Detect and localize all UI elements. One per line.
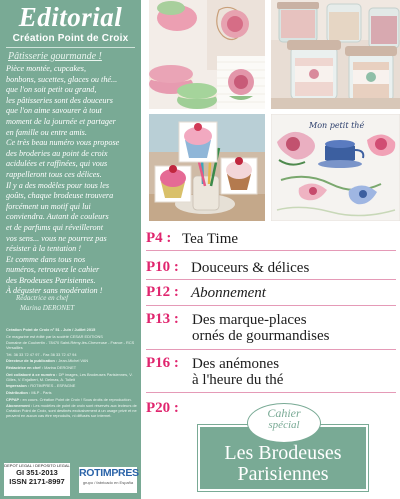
phone-line: Tél. 36 33 72 47 97 - Fax 36 33 72 47 94 [6, 351, 77, 357]
contributors-label: Ont collaboré à ce numéro : [6, 371, 58, 377]
editorial-line: que l'on aime savourer à tout [6, 106, 102, 116]
toc-title-line-2: à l'heure du thé [192, 372, 284, 388]
address-line: Domaine de Coubertin - 78470 Saint-Rémy-lès-Chevreuse - France - RCS Versailles [6, 340, 135, 351]
editorial-sidebar [0, 0, 141, 499]
legal-deposit-issn: ISSN 2171-8997 [9, 477, 65, 486]
editorial-line: vos sens... vous ne pourrez pas [6, 233, 107, 243]
editor-name: Marina DERONET [44, 365, 77, 371]
sidebar-title: Editorial [18, 2, 123, 32]
magazine-name: Création Point de Croix [12, 33, 129, 44]
signature-role: Rédactrice en chef [16, 294, 69, 302]
jars-illustration [271, 0, 400, 109]
cahier-special-badge[interactable] [198, 403, 368, 495]
photo-tea-embroidery [271, 114, 400, 221]
toc-page-number: P20 : [146, 400, 179, 416]
editorial-line: forcément un motif qui lui [6, 201, 91, 211]
badge-title-line-2: Parisiennes [237, 463, 329, 485]
toc-title-line-2: ornés de gourmandises [192, 328, 330, 344]
badge-special-label: spécial [268, 419, 300, 431]
printing-label: Impression : [6, 383, 30, 389]
distribution-text: MLP - Paris [31, 389, 52, 395]
toc-page-number: P4 : [146, 230, 172, 246]
toc-divider [146, 305, 396, 306]
editorial-line: que l'on soit petit ou grand, [6, 85, 97, 95]
editorial-line: et de parfums qui réveilleront [6, 222, 104, 232]
toc-title: Abonnement [191, 285, 266, 301]
toc-page-number: P10 : [146, 259, 179, 275]
editorial-line: Ce très beau numéro vous propose [6, 138, 120, 148]
editorial-body [6, 64, 137, 297]
photo-cupcake-ornaments [149, 114, 265, 221]
editor-label: Rédactrice en chef : [6, 365, 43, 371]
cppap-label: CPPAP : [6, 396, 22, 402]
editorial-line: bonbons, sucettes, glaces ou thé... [6, 74, 118, 84]
badge-title-line-1: Les Brodeuses [224, 442, 342, 464]
editorial-line: les pâtisseries sont des douceurs [6, 95, 113, 105]
issue-line: Création Point de Croix n° 51 - Juin / Juillet 2015 [6, 327, 96, 332]
publication-info [6, 327, 137, 420]
tea-embroidery-illustration [271, 114, 400, 221]
photo-cross-stitch-macarons [149, 0, 265, 109]
legal-deposit-box [4, 463, 70, 496]
director-label: Directeur de la publication : [6, 358, 58, 364]
photo-jars-and-sweets [271, 0, 400, 109]
editorial-line: acidulées et raffinées, qui vous [6, 159, 108, 169]
toc-page-number: P16 : [146, 355, 179, 371]
toc-page-number: P13 : [146, 311, 179, 327]
sidebar-divider [6, 47, 135, 48]
editorial-line: numéros, retrouvez le cahier [6, 265, 100, 275]
editorial-line: des Brodeuses Parisiennes. [6, 275, 96, 285]
signature-name: Marina DERONET [20, 304, 75, 312]
editorial-line: Pièce montée, cupcakes, [6, 64, 87, 73]
printer-logo-tagline: grupo / fabricado en España [82, 480, 134, 485]
legal-deposit-gi: GI 351-2013 [16, 468, 58, 477]
toc-title: Tea Time [182, 231, 239, 247]
editorial-line: Il y a des modèles pour tous les [6, 180, 110, 190]
subscriptions-label: Abonnement : [6, 403, 33, 409]
editorial-line: en famille ou entre amis. [6, 127, 87, 137]
editorial-line: rappelleront tous ces délices. [6, 169, 102, 179]
editorial-line: moment de la journée et partager [6, 116, 116, 126]
toc-title: Douceurs & délices [191, 260, 310, 276]
badge-cahier-label: Cahier [267, 406, 301, 420]
printer-logo-name: ROTIMPRES [79, 467, 139, 479]
toc-divider [146, 392, 396, 393]
toc-divider [146, 279, 396, 280]
toc-page-number: P12 : [146, 284, 179, 300]
editorial-line: conviendra. Autant de couleurs [6, 212, 109, 222]
macarons-illustration [149, 0, 265, 109]
editorial-line: résister à la tentation ! [6, 244, 82, 254]
editorial-line: goûts, chaque brodeuse trouvera [6, 191, 114, 201]
director-name: Jean-Michel VAN [58, 358, 89, 364]
printing-text: ROTIMPRES - ESPAGNE [30, 383, 76, 389]
subscriptions-text: Les modèles de point de croix sont réservés aux lecteurs de Création Point de Croix, sont destinés exclusivement à un usage privé et ne peuvent en aucun cas être reproduits, ni diffusés sur internet. [6, 403, 137, 419]
editorial-line: des broderies au point de croix [6, 148, 108, 158]
publisher-line: Ce magazine est édité par la société CESAR EDITIONS [6, 333, 103, 339]
cppap-text: en cours. Création Point de Croix ! Sous droits de reproduction. [22, 396, 132, 402]
editorial-heading: Pâtisserie gourmande ! [8, 51, 102, 62]
editorial-line: À déguster sans modération ! [6, 286, 103, 296]
toc-divider [146, 250, 396, 251]
printer-logo [79, 467, 137, 493]
legal-deposit-label: DEPOT LEGAL / DEPOSITO LEGAL [4, 463, 70, 468]
editorial-line: Et comme dans tous nos [6, 254, 86, 264]
toc-title-line-1: Des anémones [192, 356, 280, 372]
embroidery-script: Mon petit thé [309, 121, 365, 130]
distribution-label: Distribution : [6, 389, 31, 395]
cupcakes-illustration [149, 114, 265, 221]
toc-divider [146, 349, 396, 350]
toc-title-line-1: Des marque-places [192, 312, 307, 328]
contributors-text: DP images, Les Brodeuses Parisiennes, V. Gilles, V. Enjalbert, M. Delmas, A. Tolleit [6, 371, 133, 382]
